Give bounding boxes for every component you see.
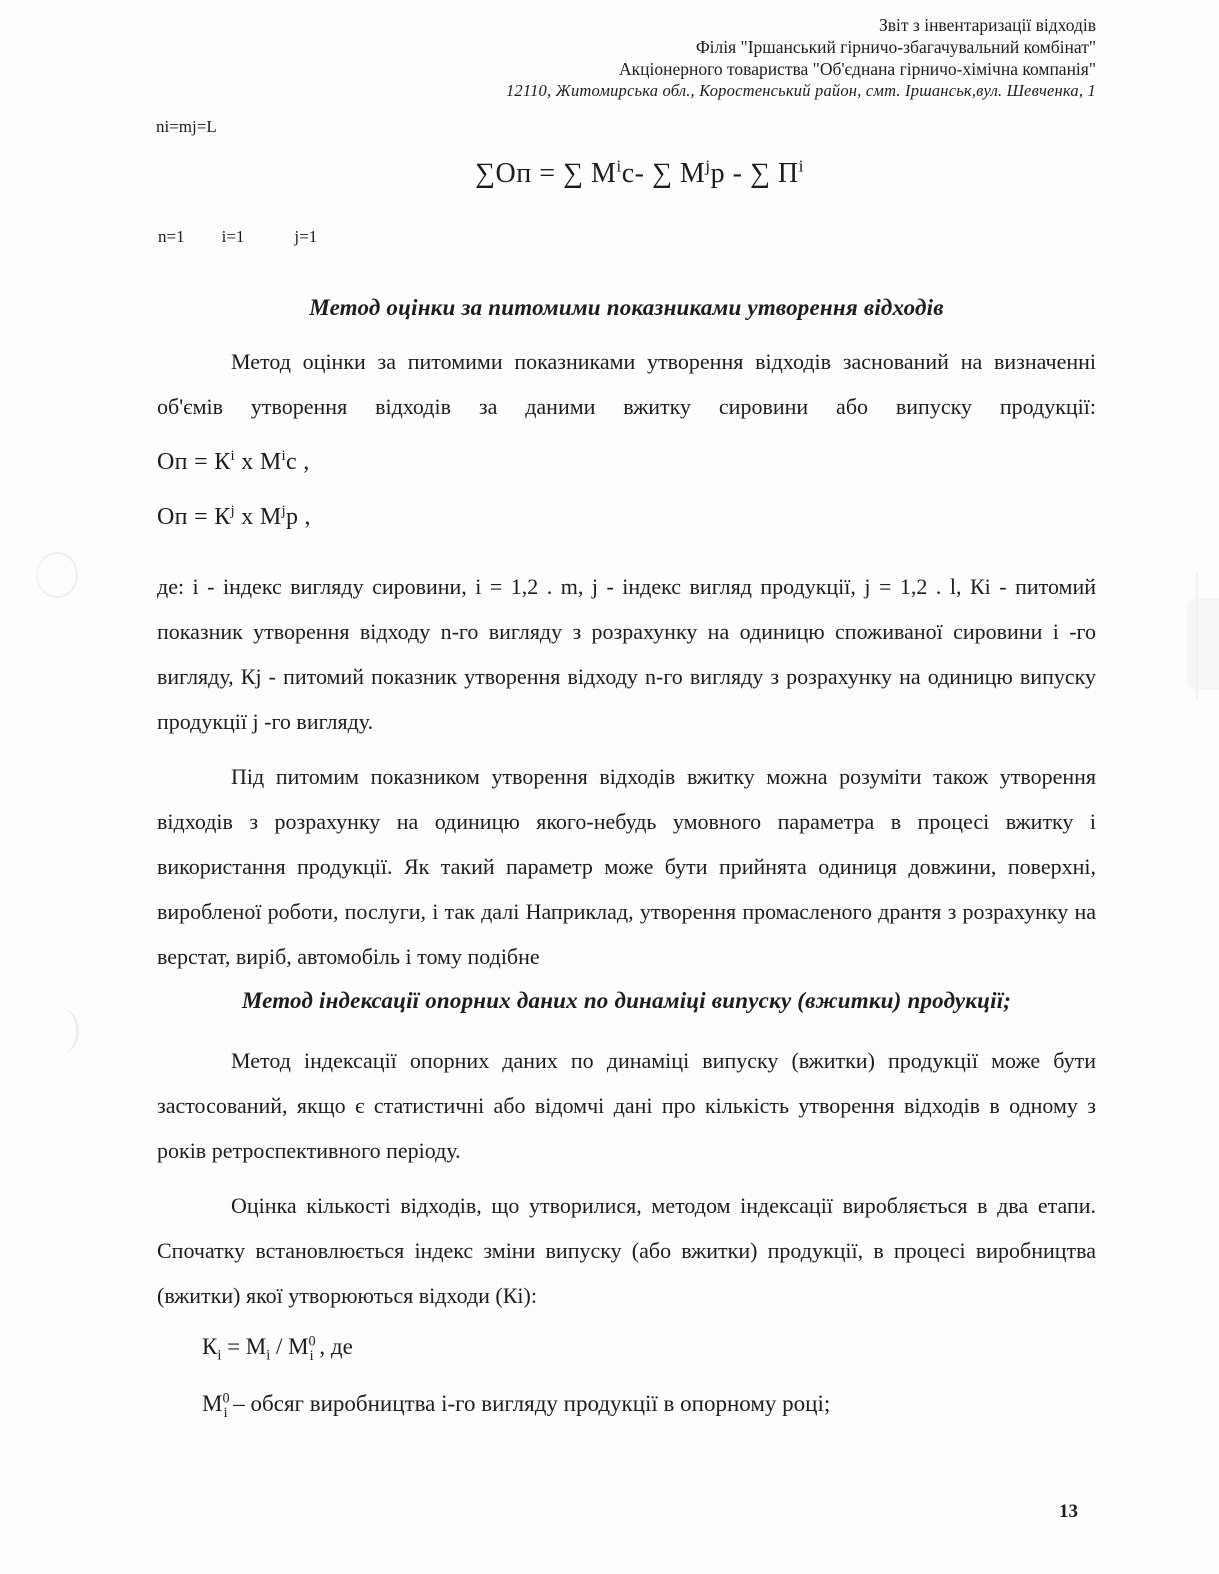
formula-subscript: і — [223, 1404, 228, 1421]
formula-superscript: і — [616, 156, 622, 176]
formula-part: р - ∑ П — [710, 158, 799, 189]
sum-formula — [157, 158, 1096, 190]
formula-part: К — [202, 1334, 218, 1359]
header-address: 12110, Житомирська обл., Коростенський район, смт. Іршанськ,вул. Шевченка, 1 — [505, 81, 1096, 100]
header-company-name: Акціонерного товариства "Об'єднана гірничо-хімічна компанія" — [619, 59, 1096, 79]
formula-index-ki — [202, 1333, 353, 1364]
scan-artifact-ring — [36, 552, 78, 598]
formula-superscript: j — [705, 156, 711, 176]
scan-artifact-curve — [50, 1008, 79, 1054]
paragraph-specific-indicator-explanation: Під питомим показником утворення відходів вжитку можна розуміти також утворення відходів з розрахунку на одиницю якого-небудь умовного параметра в процесі вжитку і використання продукції. Як такий параметр може бути прийнята одиниця довжини, поверхні, виробленої роботи, послуги, і так далі Наприклад, утворення промасленого дрантя з розрахунку на верстат, виріб, автомобіль і тому подібне — [157, 764, 1096, 969]
formula-superscript: і — [798, 156, 804, 176]
formula-part: , де — [313, 1334, 353, 1359]
formula-part: Оп = К — [157, 504, 231, 530]
formula-part: ∑Оп = ∑ М — [475, 158, 617, 189]
formula-superscript: і — [230, 448, 235, 464]
formula-part: – обсяг виробництва і-го вигляду продукції в опорному році; — [227, 1391, 831, 1416]
scan-artifact-streak — [1196, 572, 1198, 700]
sum-formula-lower-limits — [158, 227, 317, 247]
formula-part: Оп = К — [157, 449, 231, 475]
limit-j: j=1 — [294, 227, 318, 246]
formula-superscript: j — [281, 503, 286, 519]
formula-raw-material — [157, 449, 310, 476]
paragraph-method-intro: Метод оцінки за питомими показниками утворення відходів заснований на визначенні об'ємів утворення відходів за даними вжитку сировини або випуску продукції: — [157, 349, 1096, 419]
formula-product-output — [157, 504, 311, 531]
limit-n: n=1 — [158, 227, 185, 246]
formula-part: х М — [234, 504, 282, 530]
header-report-title: Звіт з інвентаризації відходів — [879, 15, 1096, 35]
formula-part: М — [202, 1391, 223, 1416]
paragraph-indexation-method: Метод індексації опорних даних по динаміці випуску (вжитки) продукції може бути застосований, якщо є статистичні або відомчі дані про кількість утворення відходів в одному з років ретроспективного періоду. — [157, 1048, 1096, 1163]
document-header — [157, 14, 1096, 102]
page-number: 13 — [1059, 1501, 1078, 1522]
header-branch-name: Філія "Іршанський гірничо-збагачувальний комбінат" — [695, 37, 1096, 57]
formula-superscript: і — [281, 448, 286, 464]
formula-part: х М — [234, 449, 282, 475]
formula-superscript: 0 — [222, 1390, 230, 1407]
limit-i: i=1 — [221, 227, 245, 246]
heading-indexation-method: Метод індексації опорних даних по динаміці випуску (вжитки) продукції; — [241, 988, 1012, 1013]
formula-part: / М — [270, 1334, 309, 1359]
formula-part: = М — [221, 1334, 267, 1359]
formula-part: с- ∑ М — [621, 158, 706, 189]
formula-subscript: і — [309, 1347, 314, 1364]
scan-artifact-smudge — [1187, 598, 1219, 690]
paragraph-waste-estimation: Оцінка кількості відходів, що утворилися, методом індексації виробляється в два етапи. Спочатку встановлюється індекс зміни випуску (або вжитки) продукції, в процесі виробництва (вжитки) якої утворюються відходи (Кі): — [157, 1193, 1096, 1308]
formula-superscript: 0 — [308, 1333, 316, 1350]
formula-part: р , — [285, 504, 311, 530]
heading-specific-indicators-method: Метод оцінки за питомими показниками утворення відходів — [309, 295, 944, 320]
formula-subscript: і — [266, 1347, 271, 1364]
formula-part: с , — [285, 449, 310, 475]
formula-superscript: j — [230, 503, 235, 519]
paragraph-definitions: де: і - індекс вигляду сировини, і = 1,2 . m, j - індекс вигляд продукції, j = 1,2 . l, Кі - питомий показник утворення відходу n-го вигляду з розрахунку на одиницю споживаної сировини і -го вигляду, Кj - питомий показник утворення відходу n-го вигляду з розрахунку на одиницю випуску продукції j -го вигляду. — [157, 574, 1096, 734]
sum-formula-upper-limits: ni=mj=L — [156, 117, 217, 136]
formula-m0-definition — [202, 1390, 831, 1421]
formula-subscript: і — [217, 1347, 222, 1364]
